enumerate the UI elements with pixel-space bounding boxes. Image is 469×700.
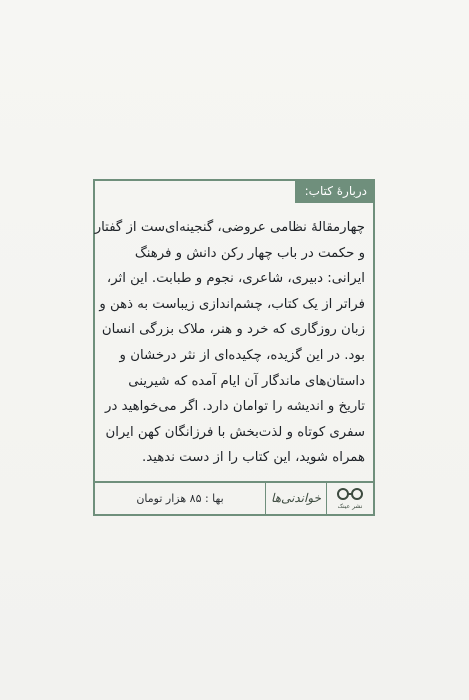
about-line-2: و حکمت در باب چهار رکن دانش و فرهنگ bbox=[134, 245, 365, 261]
about-line-1: چهارمقالهٔ نظامی عروضی، گنجینه‌ای‌ست از گفتار bbox=[94, 220, 365, 235]
publisher-logo-text: نشر عینک bbox=[337, 503, 363, 510]
about-line-6: بود. در این گزیده، چکیده‌ای از نثر درخشان و bbox=[119, 347, 365, 363]
about-line-8: تاریخ و اندیشه را توامان دارد. اگر می‌خواهید در bbox=[105, 399, 365, 415]
price-label: بها : ۸۵ هزار تومان bbox=[136, 491, 224, 505]
about-book-box bbox=[93, 179, 375, 483]
series-logo: خواندنی‌ها bbox=[265, 482, 326, 514]
book-footer-bar bbox=[93, 482, 375, 516]
about-book-text bbox=[94, 215, 365, 471]
about-line-10: همراه شوید، این کتاب را از دست ندهید. bbox=[142, 450, 365, 466]
about-line-7: داستان‌های ماندگار آن ایام آمده که شیرینی bbox=[128, 373, 365, 389]
about-line-9: سفری کوتاه و لذت‌بخش با فرزانگان کهن ایران bbox=[105, 424, 365, 440]
about-line-5: زبان روزگاری که خرد و هنر، ملاک بزرگی انسان bbox=[101, 322, 365, 338]
about-book-header: دربارهٔ کتاب: bbox=[295, 179, 375, 203]
about-line-3: ایرانی: دبیری، شاعری، نجوم و طبابت. این اثر، bbox=[106, 271, 365, 287]
about-line-4: فراتر از یک کتاب، چشم‌اندازی زیباست به ذهن و bbox=[99, 296, 365, 312]
publisher-logo-icon bbox=[334, 486, 366, 510]
publisher-logo bbox=[326, 482, 373, 514]
